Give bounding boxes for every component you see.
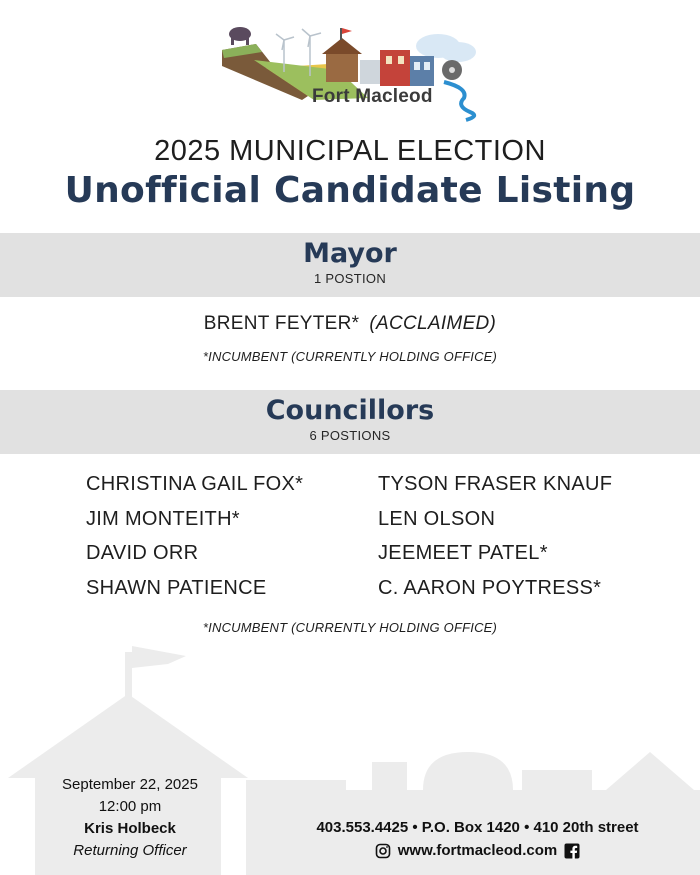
councillors-positions: 6 POSTIONS <box>309 428 391 443</box>
councillor-candidate: JEEMEET PATEL* <box>378 542 548 565</box>
contact-line: 403.553.4425 • P.O. Box 1420 • 410 20th street <box>316 819 639 836</box>
returning-officer-name: Kris Holbeck <box>84 820 176 837</box>
contact-info <box>270 816 685 862</box>
election-headline: 2025 MUNICIPAL ELECTION <box>154 135 546 167</box>
website-line <box>270 839 685 862</box>
councillors-incumbent-note: *INCUMBENT (CURRENTLY HOLDING OFFICE) <box>202 620 498 635</box>
councillors-section-header <box>0 390 700 454</box>
mayor-candidate-status: (ACCLAIMED) <box>369 313 497 334</box>
councillor-candidate: JIM MONTEITH* <box>86 507 240 530</box>
mayor-incumbent-note: *INCUMBENT (CURRENTLY HOLDING OFFICE) <box>202 349 498 364</box>
issued-date: September 22, 2025 <box>62 776 198 793</box>
councillor-candidate: LEN OLSON <box>378 507 496 530</box>
page-title: Unofficial Candidate Listing <box>64 170 636 211</box>
mayor-candidate-name: BRENT FEYTER* <box>203 313 360 334</box>
returning-officer-role: Returning Officer <box>73 842 187 859</box>
mayor-section-header <box>0 233 700 297</box>
logo-wordmark: Fort Macleod <box>312 86 433 107</box>
issued-time: 12:00 pm <box>98 798 162 815</box>
mayor-positions: 1 POSTION <box>313 271 387 286</box>
councillor-candidate: CHRISTINA GAIL FOX* <box>86 473 304 495</box>
instagram-icon[interactable] <box>375 843 391 859</box>
councillor-candidate: DAVID ORR <box>86 542 199 565</box>
issued-info <box>30 774 230 862</box>
councillor-candidate: TYSON FRASER KNAUF <box>378 473 613 495</box>
councillor-candidate: SHAWN PATIENCE <box>86 577 267 600</box>
councillor-list-right <box>378 470 612 609</box>
councillor-candidate: C. AARON POYTRESS* <box>378 577 602 600</box>
mayor-candidate <box>0 313 700 335</box>
councillor-list-left <box>86 470 303 609</box>
website-link[interactable]: www.fortmacleod.com <box>397 842 558 859</box>
mayor-heading: Mayor <box>303 238 397 269</box>
facebook-icon[interactable] <box>564 843 580 859</box>
councillors-heading: Councillors <box>265 395 435 426</box>
